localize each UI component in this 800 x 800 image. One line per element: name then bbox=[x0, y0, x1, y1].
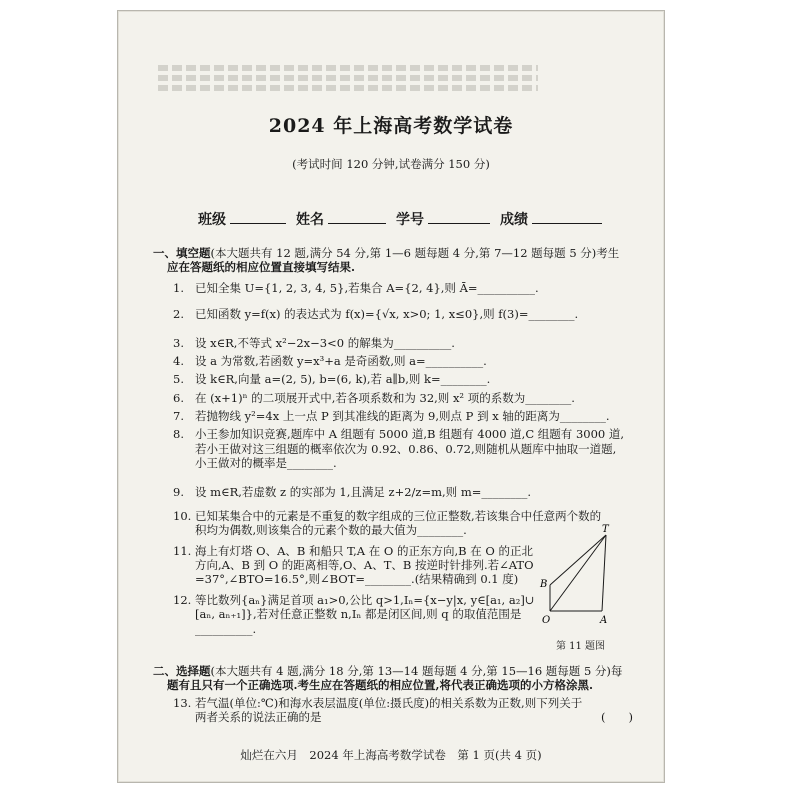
page-footer: 灿烂在六月 2024 年上海高考数学试卷 第 1 页(共 4 页) bbox=[240, 748, 542, 762]
segment-bt bbox=[550, 535, 606, 585]
exam-content bbox=[153, 246, 633, 724]
question-13-line2: 两者关系的说法正确的是 ( ) bbox=[195, 710, 633, 724]
question-11-line2: 方向,A、B 到 O 的距离相等,O、A、T、B 按逆时针排列.若∠ATO bbox=[195, 558, 534, 572]
segment-at bbox=[602, 535, 606, 611]
score-blank bbox=[532, 209, 602, 224]
question-12-line3: __________. bbox=[195, 621, 257, 636]
page-title: 2024 年上海高考数学试卷 bbox=[268, 115, 514, 137]
question-12: 12. 等比数列{aₙ}满足首项 a₁>0,公比 q>1,Iₙ={x−y|x, y∈[a₁, a₂]∪ bbox=[173, 592, 535, 607]
question-1: 1. 已知全集 U={1, 2, 3, 4, 5},若集合 A={2, 4},则 Ā=__________. bbox=[173, 280, 539, 295]
question-10: 10. 已知某集合中的元素是不重复的数字组成的三位正整数,若该集合中任意两个数的 bbox=[173, 508, 602, 523]
id-blank bbox=[428, 209, 490, 224]
info-label-score: 成绩 bbox=[500, 212, 528, 228]
label-a: A bbox=[600, 615, 608, 626]
figure-caption: 第 11 题图 bbox=[555, 641, 606, 652]
student-info-row bbox=[198, 209, 608, 229]
question-3: 3. 设 x∈R,不等式 x²−2x−3<0 的解集为__________. bbox=[173, 335, 455, 350]
section-1-line2: 应在答题纸的相应位置直接填写结果. bbox=[167, 260, 356, 275]
question-8-line3: 小王做对的概率是________. bbox=[195, 456, 337, 471]
segment-ot bbox=[550, 535, 606, 611]
section-2-line2: 题有且只有一个正确选项.考生应在答题纸的相应位置,将代表正确选项的小方格涂黑. bbox=[167, 678, 594, 693]
question-4: 4. 设 a 为常数,若函数 y=x³+a 是奇函数,则 a=__________. bbox=[173, 353, 487, 368]
info-label-id: 学号 bbox=[396, 212, 424, 228]
class-blank bbox=[230, 209, 286, 224]
label-t: T bbox=[602, 524, 609, 535]
question-12-line2: [aₙ, aₙ₊₁]},若对任意正整数 n,Iₙ 都是闭区间,则 q 的取值范围是 bbox=[195, 607, 522, 622]
question-13: 13. 若气温(单位:℃)和海水表层温度(单位:摄氏度)的相关系数为正数,则下列关于 bbox=[173, 695, 583, 710]
question-5: 5. 设 k∈R,向量 a=(2, 5), b=(6, k),若 a∥b,则 k=________. bbox=[173, 372, 491, 387]
question-7: 7. 若抛物线 y²=4x 上一点 P 到其准线的距离为 9,则点 P 到 x 轴的距离为________. bbox=[173, 409, 610, 423]
question-9: 9. 设 m∈R,若虚数 z 的实部为 1,且满足 z+2/z=m,则 m=________. bbox=[173, 484, 532, 499]
figure-q11 bbox=[538, 523, 623, 652]
question-2: 2. 已知函数 y=f(x) 的表达式为 f(x)={√x, x>0; 1, x≤0},则 f(3)=________. bbox=[173, 307, 579, 322]
question-11: 11. 海上有灯塔 O、A、B 和船只 T,A 在 O 的正东方向,B 在 O 的正北 bbox=[173, 543, 533, 558]
exam-page bbox=[117, 10, 665, 783]
name-blank bbox=[328, 209, 386, 224]
bleed-through-text bbox=[158, 61, 538, 101]
exam-subtitle: (考试时间 120 分钟,试卷满分 150 分) bbox=[292, 157, 490, 171]
section-2-heading: 二、选择题(本大题共有 4 题,满分 18 分,第 13—14 题每题 4 分,第 15—16 题每题 5 分)每 bbox=[153, 663, 623, 678]
question-8-line2: 若小王做对这三组题的概率依次为 0.92、0.86、0.72,则随机从题库中抽取一道题, bbox=[195, 441, 617, 456]
question-11-line3: =37°,∠BTO=16.5°,则∠BOT=________.(结果精确到 0.1 度) bbox=[195, 572, 519, 587]
info-label-class: 班级 bbox=[198, 212, 226, 228]
label-o: O bbox=[542, 615, 551, 626]
label-b: B bbox=[540, 579, 548, 590]
question-8: 8. 小王参加知识竞赛,题库中 A 组题有 5000 道,B 组题有 4000 道,C 组题有 3000 道, bbox=[173, 427, 625, 442]
question-6: 6. 在 (x+1)ⁿ 的二项展开式中,若各项系数和为 32,则 x² 项的系数为________. bbox=[173, 390, 575, 405]
answer-paren: ( ) bbox=[601, 710, 633, 724]
triangle-diagram bbox=[538, 523, 623, 633]
info-label-name: 姓名 bbox=[296, 212, 324, 228]
section-1-heading: 一、填空题(本大题共有 12 题,满分 54 分,第 1—6 题每题 4 分,第 7—12 题每题 5 分)考生 bbox=[153, 246, 620, 260]
question-10-line2: 积均为偶数,则该集合的元素个数的最大值为________. bbox=[195, 523, 467, 538]
